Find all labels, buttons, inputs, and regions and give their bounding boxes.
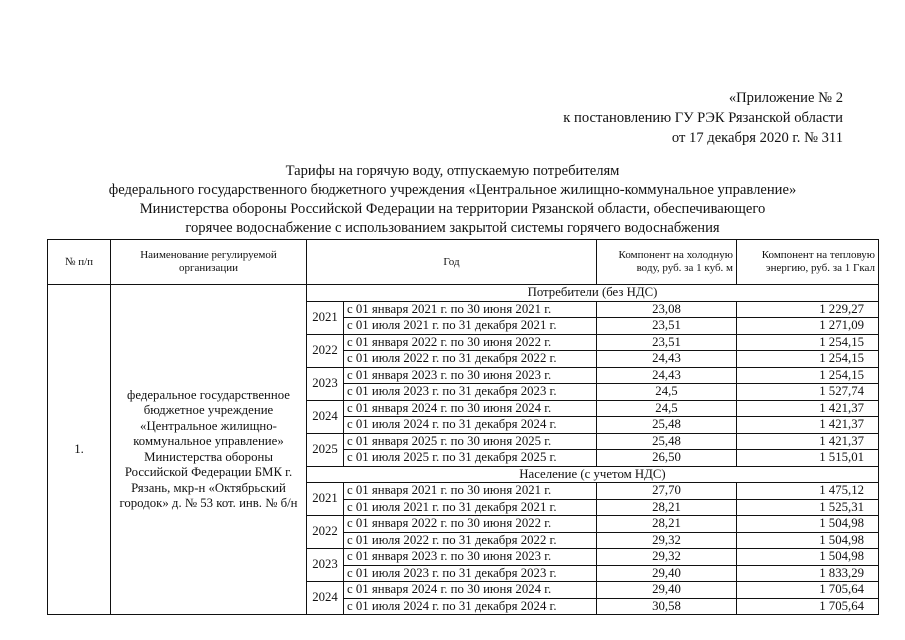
period-cell: с 01 июля 2024 г. по 31 декабря 2024 г.: [344, 598, 597, 615]
header-cold: Компонент на холодную воду, руб. за 1 куб. м: [597, 240, 737, 285]
cold-water-value: 24,5: [597, 400, 737, 417]
header-heat: Компонент на тепловую энергию, руб. за 1 Гкал: [737, 240, 879, 285]
period-cell: с 01 января 2022 г. по 30 июня 2022 г.: [344, 516, 597, 533]
cold-water-value: 29,32: [597, 549, 737, 566]
heat-energy-value: 1 254,15: [737, 334, 879, 351]
period-cell: с 01 января 2022 г. по 30 июня 2022 г.: [344, 334, 597, 351]
cold-water-value: 23,08: [597, 301, 737, 318]
period-cell: с 01 июля 2024 г. по 31 декабря 2024 г.: [344, 417, 597, 434]
cold-water-value: 27,70: [597, 483, 737, 500]
heat-energy-value: 1 504,98: [737, 516, 879, 533]
period-cell: с 01 января 2023 г. по 30 июня 2023 г.: [344, 549, 597, 566]
row-number: 1.: [48, 285, 111, 615]
period-cell: с 01 июля 2022 г. по 31 декабря 2022 г.: [344, 532, 597, 549]
appendix-header: [563, 88, 843, 148]
header-year: Год: [307, 240, 597, 285]
period-cell: с 01 января 2025 г. по 30 июня 2025 г.: [344, 433, 597, 450]
cold-water-value: 29,40: [597, 582, 737, 599]
year-cell: 2022: [307, 334, 344, 367]
year-cell: 2024: [307, 582, 344, 615]
cold-water-value: 23,51: [597, 318, 737, 335]
heat-energy-value: 1 705,64: [737, 582, 879, 599]
heat-energy-value: 1 504,98: [737, 549, 879, 566]
section-label: Потребители (без НДС): [307, 285, 879, 302]
year-cell: 2022: [307, 516, 344, 549]
heat-energy-value: 1 421,37: [737, 433, 879, 450]
section-label: Население (с учетом НДС): [307, 466, 879, 483]
period-cell: с 01 июля 2023 г. по 31 декабря 2023 г.: [344, 384, 597, 401]
appendix-line: «Приложение № 2: [728, 90, 843, 106]
heat-energy-value: 1 525,31: [737, 499, 879, 516]
heat-energy-value: 1 229,27: [737, 301, 879, 318]
document-title: [0, 162, 905, 238]
year-cell: 2025: [307, 433, 344, 466]
header-org: Наименование регулируемой организации: [111, 240, 307, 285]
table-header-row: [48, 240, 879, 285]
title-line: Министерства обороны Российской Федерации на территории Рязанской области, обеспечивающего: [139, 201, 766, 217]
cold-water-value: 28,21: [597, 516, 737, 533]
heat-energy-value: 1 475,12: [737, 483, 879, 500]
heat-energy-value: 1 254,15: [737, 351, 879, 368]
heat-energy-value: 1 833,29: [737, 565, 879, 582]
period-cell: с 01 июля 2023 г. по 31 декабря 2023 г.: [344, 565, 597, 582]
year-cell: 2023: [307, 367, 344, 400]
title-line: федерального государственного бюджетного учреждения «Центральное жилищно-коммунальное управление»: [108, 182, 797, 198]
period-cell: с 01 июля 2025 г. по 31 декабря 2025 г.: [344, 450, 597, 467]
period-cell: с 01 июля 2021 г. по 31 декабря 2021 г.: [344, 499, 597, 516]
title-line: горячее водоснабжение с использованием закрытой системы горячего водоснабжения: [185, 220, 720, 236]
year-cell: 2021: [307, 301, 344, 334]
period-cell: с 01 января 2021 г. по 30 июня 2021 г.: [344, 301, 597, 318]
title-line: Тарифы на горячую воду, отпускаемую потребителям: [285, 163, 620, 179]
cold-water-value: 25,48: [597, 433, 737, 450]
appendix-line: от 17 декабря 2020 г. № 311: [671, 130, 843, 146]
cold-water-value: 30,58: [597, 598, 737, 615]
header-num: № п/п: [48, 240, 111, 285]
heat-energy-value: 1 254,15: [737, 367, 879, 384]
period-cell: с 01 июля 2021 г. по 31 декабря 2021 г.: [344, 318, 597, 335]
cold-water-value: 29,32: [597, 532, 737, 549]
cold-water-value: 24,5: [597, 384, 737, 401]
heat-energy-value: 1 421,37: [737, 400, 879, 417]
section-row: [48, 285, 879, 302]
table-body: [48, 285, 879, 615]
period-cell: с 01 января 2024 г. по 30 июня 2024 г.: [344, 400, 597, 417]
appendix-line: к постановлению ГУ РЭК Рязанской области: [563, 110, 843, 126]
heat-energy-value: 1 705,64: [737, 598, 879, 615]
heat-energy-value: 1 515,01: [737, 450, 879, 467]
cold-water-value: 26,50: [597, 450, 737, 467]
year-cell: 2021: [307, 483, 344, 516]
period-cell: с 01 января 2021 г. по 30 июня 2021 г.: [344, 483, 597, 500]
cold-water-value: 25,48: [597, 417, 737, 434]
year-cell: 2023: [307, 549, 344, 582]
period-cell: с 01 июля 2022 г. по 31 декабря 2022 г.: [344, 351, 597, 368]
organization-name: федеральное государственное бюджетное учреждение «Центральное жилищно-коммунальное управление» Министерства обороны Российской Федерации БМК г. Рязань, мкр-н «Октябрьский городок» д. № 53 кот. инв. № б/н: [111, 285, 307, 615]
cold-water-value: 28,21: [597, 499, 737, 516]
cold-water-value: 24,43: [597, 351, 737, 368]
cold-water-value: 23,51: [597, 334, 737, 351]
period-cell: с 01 января 2024 г. по 30 июня 2024 г.: [344, 582, 597, 599]
heat-energy-value: 1 421,37: [737, 417, 879, 434]
heat-energy-value: 1 271,09: [737, 318, 879, 335]
heat-energy-value: 1 527,74: [737, 384, 879, 401]
heat-energy-value: 1 504,98: [737, 532, 879, 549]
year-cell: 2024: [307, 400, 344, 433]
tariff-table: [47, 239, 879, 615]
cold-water-value: 29,40: [597, 565, 737, 582]
cold-water-value: 24,43: [597, 367, 737, 384]
period-cell: с 01 января 2023 г. по 30 июня 2023 г.: [344, 367, 597, 384]
